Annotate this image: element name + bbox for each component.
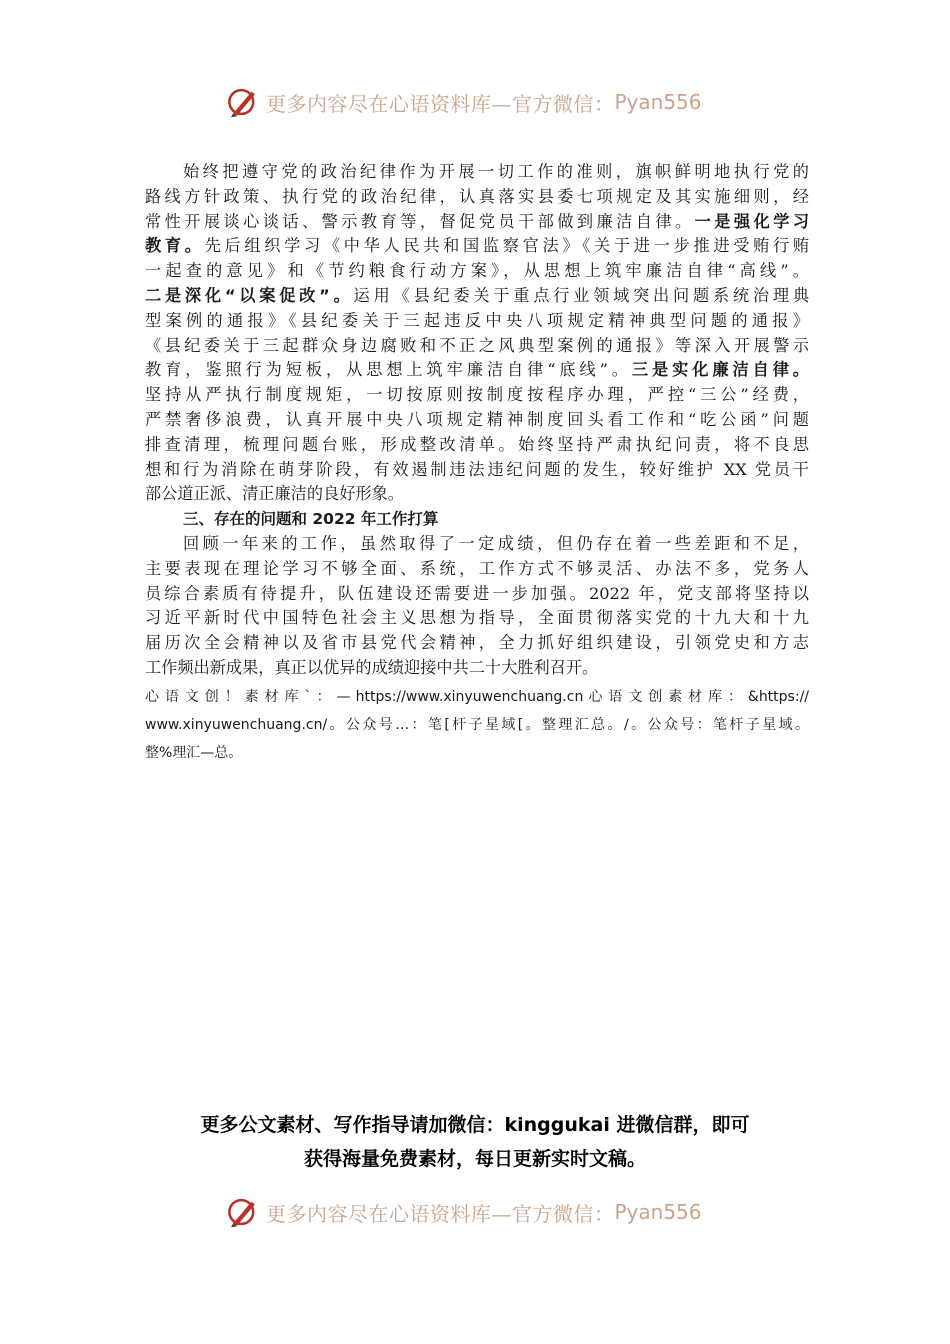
text-span: 运用《县纪委关于重点行业领域突出问题系统治理典 [353, 285, 810, 305]
text-span: 路线方针政策、执行党的政治纪律，认真落实县委七项规定及其实施细则，经 [145, 186, 809, 206]
text-line [145, 582, 809, 607]
text-line [145, 334, 809, 359]
watermark-line: 整%理汇—总。 [145, 744, 243, 761]
bold-span: 教育。 [145, 236, 205, 256]
text-line [145, 284, 809, 309]
watermark-line: www.xinyuwenchuang.cn/。公众号…：笔[杆子星域[。整理汇总。/。公众号：笔杆子星域。 [145, 716, 809, 733]
text-span: 先后组织学习《中华人民共和国监察官法》《关于进一步推进受贿行贿 [204, 236, 810, 256]
promo-line: 获得海量免费素材，每日更新实时文稿。 [303, 1148, 646, 1170]
promo-notice [0, 1108, 950, 1176]
text-span: 部公道正派、清正廉洁的良好形象。 [145, 484, 404, 504]
footer-banner [226, 1194, 702, 1230]
text-line [145, 557, 809, 582]
text-span: 回顾一年来的工作，虽然取得了一定成绩，但仍存在着一些差距和不足， [183, 533, 809, 553]
text-line [145, 606, 809, 631]
text-line [145, 631, 809, 656]
bold-span: 一是强化学习 [694, 211, 810, 231]
text-line [145, 532, 809, 557]
paragraph-problems-plans [145, 532, 809, 681]
text-span: 坚持从严执行制度规矩，一切按原则按制度按程序办理，严控“三公”经费， [145, 385, 809, 405]
text-span: 一起查的意见》和《节约粮食行动方案》，从思想上筑牢廉洁自律“高线”。 [145, 261, 809, 281]
text-line [145, 259, 809, 284]
document-body [145, 160, 809, 767]
text-span: 习近平新时代中国特色社会主义思想为指导，全面贯彻落实党的十九大和十九 [145, 608, 809, 628]
text-line [145, 185, 809, 210]
text-span: 教育，鉴照行为短板，从思想上筑牢廉洁自律“底线”。 [145, 360, 632, 380]
text-line [145, 433, 809, 458]
section-heading: 三、存在的问题和 2022 年工作打算 [183, 510, 439, 529]
text-line [145, 358, 809, 383]
pen-logo-icon [226, 1195, 260, 1229]
text-span: 《县纪委关于三起群众身边腐败和不正之风典型案例的通报》等深入开展警示 [145, 335, 809, 355]
text-line [145, 383, 809, 408]
bold-span: 三是实化廉洁自律。 [631, 360, 809, 380]
pen-logo-icon [226, 85, 260, 119]
header-wechat-id: Pyan556 [614, 90, 702, 114]
watermark-line: 心 语 文 创 ！ 素 材 库 ` ： — https://www.xinyuwenchuang.cn 心 语 文 创 素 材 库 ： &https:// [145, 688, 809, 705]
text-span: 始终把遵守党的政治纪律作为开展一切工作的准则，旗帜鲜明地执行党的 [183, 162, 809, 181]
footer-wechat-id: Pyan556 [614, 1200, 702, 1224]
text-line [145, 458, 809, 483]
text-line [145, 656, 809, 681]
text-span: 主要表现在理论学习不够全面、系统，工作方式不够灵活、办法不多，党务人 [145, 558, 809, 578]
footer-banner-text: 更多内容尽在心语资料库—官方微信： [266, 1201, 615, 1226]
text-line [145, 482, 809, 507]
paragraph-discipline [145, 160, 809, 507]
text-span: 常性开展谈心谈话、警示教育等，督促党员干部做到廉洁自律。 [145, 211, 695, 231]
text-span: 排查清理，梳理问题台账，形成整改清单。始终坚持严肃执纪问责，将不良思 [145, 434, 809, 454]
text-span: 届历次全会精神以及省市县党代会精神，全力抓好组织建设，引领党史和方志 [145, 633, 809, 653]
text-line [145, 160, 809, 185]
text-line [145, 210, 809, 235]
watermark-text [145, 683, 809, 767]
bold-span: 二是深化“以案促改”。 [145, 285, 354, 305]
header-banner [226, 84, 702, 120]
text-span: 型案例的通报》《县纪委关于三起违反中央八项规定精神典型问题的通报》 [145, 310, 809, 330]
text-line [145, 309, 809, 334]
promo-line: 更多公文素材、写作指导请加微信：kinggukai 进微信群，即可 [200, 1114, 750, 1136]
text-span: 想和行为消除在萌芽阶段，有效遏制违法违纪问题的发生，较好维护 XX 党员干 [145, 459, 809, 479]
text-line [145, 408, 809, 433]
text-span: 员综合素质有待提升，队伍建设还需要进一步加强。2022 年，党支部将坚持以 [145, 583, 809, 603]
header-banner-text: 更多内容尽在心语资料库—官方微信： [266, 91, 615, 116]
text-span: 严禁奢侈浪费，认真开展中央八项规定精神制度回头看工作和“吃公函”问题 [145, 409, 809, 429]
text-line [145, 234, 809, 259]
text-span: 工作频出新成果，真正以优异的成绩迎接中共二十大胜利召开。 [145, 657, 599, 677]
